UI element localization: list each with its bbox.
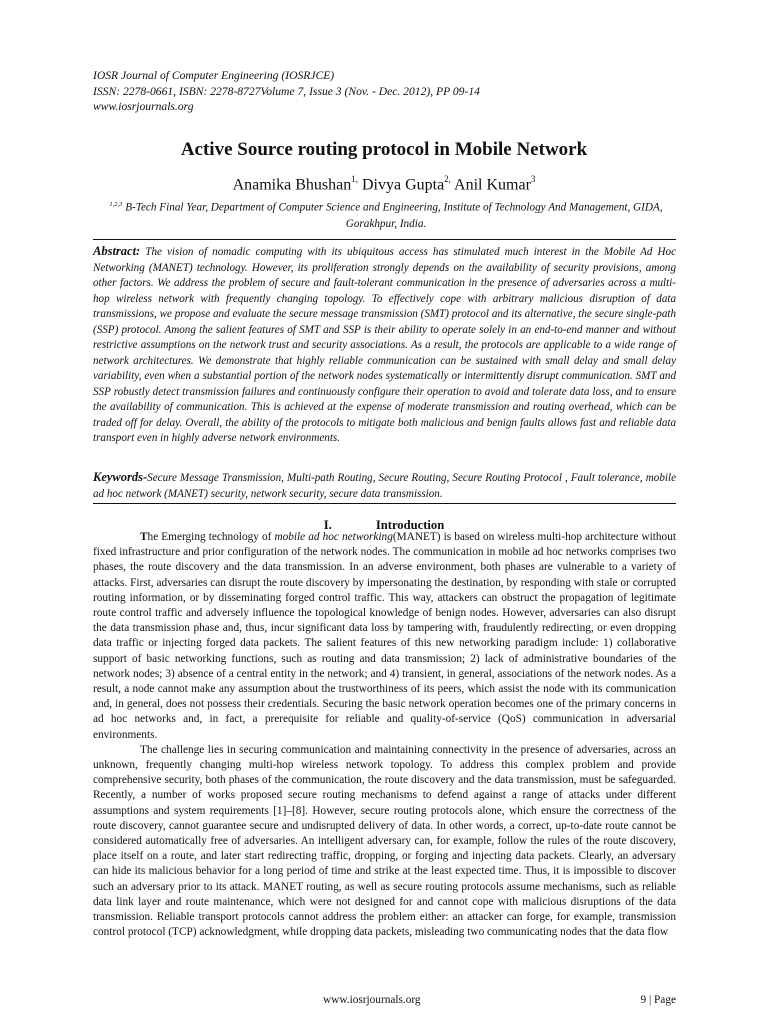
author-name: Divya Gupta [361, 176, 445, 194]
journal-issn: ISSN: 2278-0661, ISBN: 2278-8727Volume 7, Issue 3 (Nov. - Dec. 2012), PP 09-14 [93, 84, 480, 98]
footer-url: www.iosrjournals.org [323, 994, 421, 1006]
body-text [93, 530, 676, 940]
author-sup: 2, [444, 174, 451, 184]
author-sup: 1, [351, 174, 358, 184]
journal-url: www.iosrjournals.org [93, 100, 194, 113]
affiliation [100, 197, 672, 232]
keywords-text: Secure Message Transmission, Multi-path Routing, Secure Routing, Secure Routing Protocol , Fault tolerance, mobile ad hoc network (MANET) security, network security, secure data transmission. [93, 472, 676, 500]
dropcap: T [140, 531, 148, 543]
abstract-label: Abstract: [93, 244, 141, 258]
paragraph-rest: (MANET) is based on wireless multi-hop architecture without fixed infrastructure and prior configuration of the network nodes. The communication in mobile ad hoc networks comprises two phases, the route discovery and the data transmission. In an adverse environment, both phases are vulnerable to a variety of attacks. First, adversaries can disrupt the route discovery by impersonating the destination, by responding with stale or corrupted routing information, or by disseminating forged control traffic. This way, attackers can obstruct the propagation of legitimate route control traffic and adversely influence the topological knowledge of benign nodes. However, adversaries can also disrupt the data transmission phase and, thus, incur significant data loss by tampering with, fraudulently redirecting, or even dropping data traffic or injecting forged data packets. The salient features of this new networking paradigm include: 1) collaborative support of basic networking functions, such as routing and data transmission; 2) lack of administrative boundaries of the network nodes; 3) absence of a central entity in the network; and 4) transient, in general, associations of the network nodes. As a result, a node cannot make any assumption about the trustworthiness of its peers, which assist the node with its communication and, in general, does not possess their credentials. Securing the basic network operation becomes one of the primary concerns in ad hoc networks and, in fact, a prerequisite for reliable and quality-of-service (QoS) communication in adversarial environments. [93, 531, 676, 741]
section-number: I. [323, 518, 332, 532]
section-title: Introduction [375, 518, 445, 532]
divider-bottom [93, 503, 676, 504]
paragraph-italic: mobile ad hoc networking [274, 531, 393, 543]
author-sup: 3 [530, 174, 536, 184]
affiliation-sup: 1,2,3 [109, 201, 123, 208]
author-name: Anamika Bhushan [232, 176, 352, 194]
paragraph-lead: he Emerging technology of [147, 531, 275, 543]
author-list [0, 175, 768, 194]
keywords-label: Keywords- [93, 470, 148, 484]
abstract-text: The vision of nomadic computing with its ubiquitous access has stimulated much interest in the Mobile Ad Hoc Networking (MANET) technology. However, its proliferation strongly depends on the availability of security provisions, among other factors. We address the problem of secure and fault-tolerant communication in the presence of adversaries across a multi-hop wireless network with frequently changing topology. To effectively cope with arbitrary malicious disruption of data transmissions, we propose and evaluate the secure message transmission (SMT) protocol and its alternative, the secure single-path (SSP) protocol. Among the salient features of SMT and SSP is their ability to operate solely in an end-to-end manner and without restrictive assumptions on the network trust and security associations. As a result, the protocols are applicable to a wide range of network architectures. We demonstrate that highly reliable communication can be sustained with small delay and small delay variability, even when a substantial portion of the network nodes systematically or intermittently disrupt communication. SMT and SSP robustly detect transmission failures and continuously configure their operation to avoid and tolerate data loss, and to ensure the availability of communication. This is achieved at the expense of moderate transmission and routing overhead, which can be traded off for delay. Overall, the ability of the protocols to mitigate both malicious and benign faults allows fast and reliable data transport even in highly adverse network environments. [93, 246, 676, 444]
abstract [93, 244, 676, 447]
divider-top [93, 239, 676, 240]
paragraph: The challenge lies in securing communication and maintaining connectivity in the presence of adversaries, across an unknown, frequently changing multi-hop wireless network topology. To address this complex problem and provide comprehensive security, both phases of the communication, the route discovery and the data transmission, must be safeguarded. Recently, a number of works proposed secure routing mechanisms to defend against a range of attacks under different assumptions and system requirements [1]–[8]. However, secure routing protocols alone, which ensure the correctness of the route discovery, cannot guarantee secure and undisrupted delivery of data. In other words, a correct, up-to-date route cannot be considered automatically free of adversaries. An intelligent adversary can, for example, follow the rules of the route discovery, place itself on a route, and later start redirecting traffic, dropping, or forging and injecting data packets. Clearly, an adversary can hide its malicious behavior for a long period of time and strike at the least expected time. Thus, it is impossible to discover such an adversary prior to its attack. MANET routing, as well as secure routing protocols assume mechanisms, such as reliable data link layer and route maintenance, which were not designed for and cannot cope with malicious disruptions of the data transmission. Reliable transport protocols cannot address the problem either: an attacker can forge, for example, transmission control protocol (TCP) acknowledgment, while dropping data packets, misleading two communicating nodes that the data flow [93, 743, 676, 939]
journal-name: IOSR Journal of Computer Engineering (IOSRJCE) [93, 69, 335, 82]
author-name: Anil Kumar [454, 176, 531, 194]
paper-title: Active Source routing protocol in Mobile Network [180, 139, 588, 160]
keywords [93, 470, 676, 502]
page-number: 9 | Page [640, 994, 676, 1006]
affiliation-text: B-Tech Final Year, Department of Computer Science and Engineering, Institute of Technology And Management, GIDA, Gorakhpur, India. [122, 201, 663, 230]
journal-header [93, 68, 693, 115]
paragraph [93, 530, 676, 743]
